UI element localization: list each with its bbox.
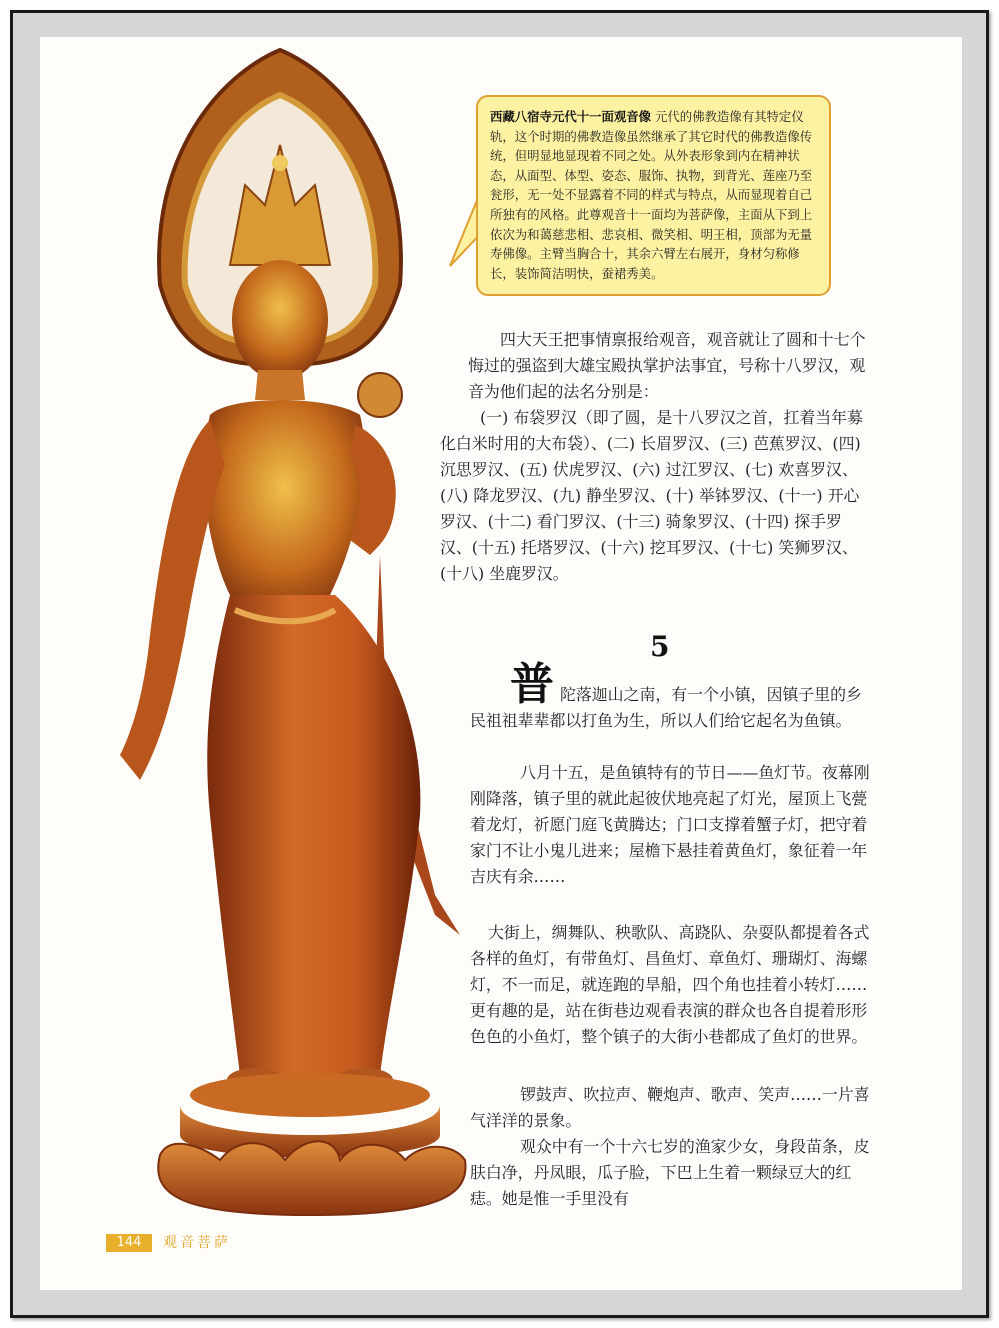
drop-cap: 普 — [510, 659, 554, 710]
paragraph-2: (一) 布袋罗汉（即了圆，是十八罗汉之首，扛着当年募化白米时用的大布袋）、(二) 长眉罗汉、(三) 芭蕉罗汉、(四) 沉思罗汉、(五) 伏虎罗汉、(六) 过江罗汉、(七) 欢喜罗汉、(八) 降龙罗汉、(九) 静坐罗汉、(十) 举钵罗汉、(十一) 开心罗汉、(十二) 看门罗汉、(十三) 骑象罗汉、(十四) 探手罗汉、(十五) 托塔罗汉、(十六) 挖耳罗汉、(十七) 笑狮罗汉、(十八) 坐鹿罗汉。 — [440, 408, 863, 583]
paragraph-1: 四大天王把事情禀报给观音，观音就让了圆和十七个悔过的强盗到大雄宝殿执掌护法事宜，号称十八罗汉，观音为他们起的法名分别是： — [468, 330, 866, 401]
guanyin-statue-image — [80, 35, 510, 1225]
paragraph-7: 观众中有一个十六七岁的渔家少女，身段苗条，皮肤白净，丹凤眼，瓜子脸，下巴上生着一颗绿豆大的红痣。她是惟一手里没有 — [470, 1137, 870, 1208]
lotus-pedestal — [158, 1073, 465, 1215]
caption-box — [476, 95, 831, 296]
paragraph-4: 八月十五，是鱼镇特有的节日——鱼灯节。夜幕刚刚降落，镇子里的就此起彼伏地亮起了灯光，屋顶上飞甍着龙灯，祈愿门庭飞黄腾达；门口支撑着蟹子灯，把守着家门不让小鬼儿进来；屋檐下悬挂着黄鱼灯，象征着一年吉庆有余…… — [470, 763, 870, 886]
caption-body: 元代的佛教造像有其特定仪轨，这个时期的佛教造像虽然继承了其它时代的佛教造像传统，但明显地显现着不同之处。从外表形象到内在精神状态，从面型、体型、姿态、服饰、执物，到背光、莲座乃至瓮形，无一处不显露着不同的样式与特点，从而显现着自己所独有的风格。此尊观音十一面均为菩萨像，主面从下到上依次为和蔼慈悲相、悲哀相、微笑相、明王相，顶部为无量寿佛像。主臂当胸合十，其余六臂左右展开，身材匀称修长，装饰简洁明快，蚕裙秀美。 — [490, 109, 813, 281]
statue-robe — [207, 595, 420, 1075]
paragraph-3: 陀落迦山之南，有一个小镇，因镇子里的乡民祖祖辈辈都以打鱼为生，所以人们给它起名为鱼镇。 — [470, 685, 862, 730]
page-number: 144 — [106, 1234, 152, 1252]
statue-torso — [204, 400, 365, 618]
statue-head — [232, 260, 328, 380]
caption-lead: 西藏八宿寺元代十一面观音像 — [490, 109, 652, 124]
paragraph-6: 锣鼓声、吹拉声、鞭炮声、歌声、笑声……一片喜气洋洋的景象。 — [470, 1085, 870, 1130]
chapter-number: 5 — [650, 630, 670, 663]
lotus-flower — [358, 373, 402, 417]
book-title: 观音菩萨 — [163, 1235, 231, 1251]
paragraph-5: 大街上，绸舞队、秧歌队、高跷队、杂耍队都提着各式各样的鱼灯，有带鱼灯、昌鱼灯、章鱼灯、珊瑚灯、海螺灯，不一而足，就连跑的旱船，四个角也挂着小转灯……更有趣的是，站在街巷边观看表演的群众也各自提着形形色色的小鱼灯，整个镇子的大街小巷都成了鱼灯的世界。 — [470, 923, 870, 1046]
